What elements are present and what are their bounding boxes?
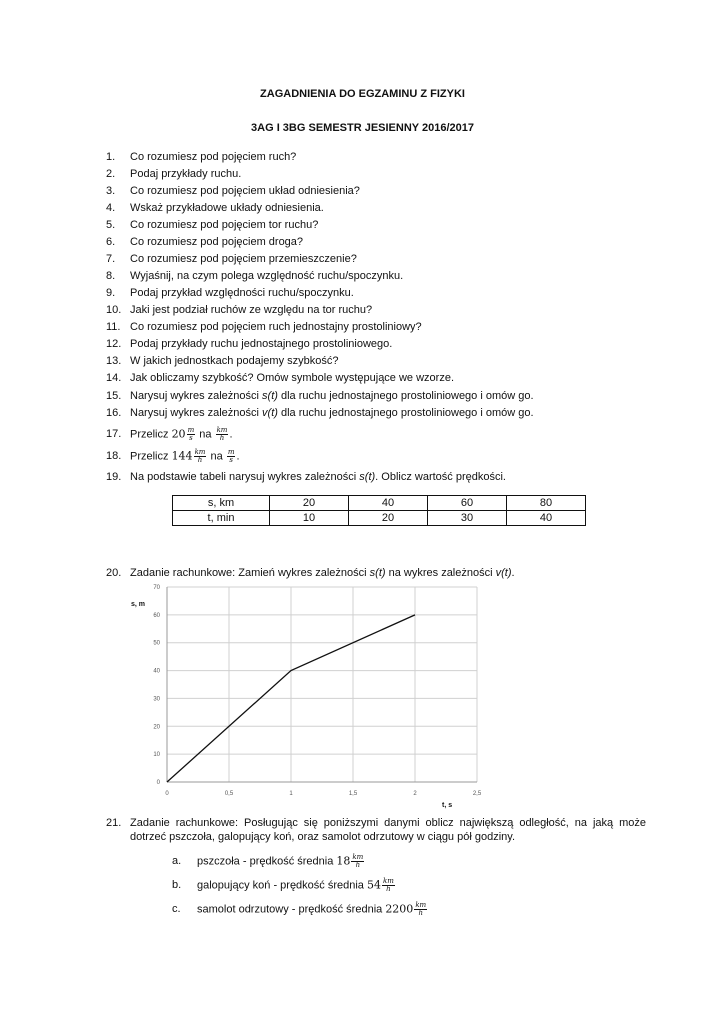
question-number: 17. <box>106 428 122 440</box>
unit-fraction <box>194 449 207 464</box>
y-tick-label: 70 <box>153 585 160 591</box>
value: 18 <box>336 854 351 868</box>
question-text: Narysuj wykres zależności <box>130 390 263 402</box>
question-number: 13. <box>106 355 122 367</box>
question-text: Zadanie rachunkowe: Posługując się poniższymi danymi oblicz największą odległość, na jaką może dotrzeć pszczoła, galopujący koń, oraz samolot odrzutowy w ciągu pół godziny. <box>130 817 646 843</box>
y-tick-label: 60 <box>153 612 160 619</box>
unit-fraction <box>187 427 196 442</box>
table-cell: 30 <box>428 511 507 526</box>
question-number: 2. <box>106 168 116 180</box>
question-text: . Oblicz wartość prędkości. <box>375 471 506 483</box>
question-number: 16. <box>106 407 122 419</box>
y-tick-label: 40 <box>153 668 160 675</box>
question-text: Co rozumiesz pod pojęciem ruch? <box>130 151 297 163</box>
table-cell: 10 <box>270 511 349 526</box>
numerator: km <box>352 853 364 861</box>
sub-item-label: a. <box>172 855 182 867</box>
question-number: 4. <box>106 202 116 214</box>
y-axis-label: s, m <box>131 601 146 608</box>
unit-fraction <box>414 902 427 917</box>
question-text: Przelicz <box>130 428 172 441</box>
question-text: . <box>511 567 515 579</box>
question-text: Jak obliczamy szybkość? Omów symbole występujące we wzorze. <box>130 372 455 384</box>
question-number: 8. <box>106 270 116 282</box>
table-row <box>173 511 586 526</box>
question-text: Wyjaśnij, na czym polega względność ruchu/spoczynku. <box>130 270 404 282</box>
data-table <box>172 495 586 526</box>
question-text: na wykres zależności <box>385 567 496 579</box>
question-text: Podaj przykład względności ruchu/spoczynku. <box>130 287 354 299</box>
question-text: dla ruchu jednostajnego prostoliniowego i omów go. <box>277 407 534 419</box>
question-text: dla ruchu jednostajnego prostoliniowego i omów go. <box>277 390 534 402</box>
x-axis-label: t, s <box>442 802 453 809</box>
question-number: 19. <box>106 471 122 483</box>
question-text: Zadanie rachunkowe: Zamień wykres zależności <box>130 567 370 579</box>
page-subtitle: 3AG I 3BG SEMESTR JESIENNY 2016/2017 <box>251 122 474 134</box>
formula: s(t) <box>369 567 386 579</box>
question-text: na <box>207 450 226 463</box>
value: 54 <box>366 878 381 892</box>
x-tick-label: 0 <box>165 791 169 797</box>
table-cell: 60 <box>428 496 507 511</box>
numerator: km <box>194 448 206 456</box>
table-row <box>173 496 586 511</box>
table-cell: s, km <box>173 496 270 511</box>
unit-fraction <box>382 878 395 893</box>
table-cell: 20 <box>349 511 428 526</box>
y-tick-label: 0 <box>156 780 160 786</box>
table-cell: t, min <box>173 511 270 526</box>
question-text: Co rozumiesz pod pojęciem układ odniesienia? <box>130 185 360 197</box>
question-number: 11. <box>106 321 121 333</box>
denominator: s <box>229 456 233 464</box>
question-number: 21. <box>106 817 122 829</box>
question-text: Narysuj wykres zależności <box>130 407 263 419</box>
question-text: Podaj przykłady ruchu jednostajnego prostoliniowego. <box>130 338 393 350</box>
denominator: h <box>355 861 361 869</box>
question-number: 6. <box>106 236 116 248</box>
denominator: h <box>219 434 225 442</box>
sub-item-text: pszczoła - prędkość średnia <box>197 855 337 868</box>
question-number: 20. <box>106 567 122 579</box>
question-number: 9. <box>106 287 116 299</box>
numerator: m <box>227 448 235 456</box>
question-text: Jaki jest podział ruchów ze względu na tor ruchu? <box>130 304 373 316</box>
question-text: na <box>196 428 215 441</box>
question-text: Co rozumiesz pod pojęciem ruch jednostajny prostoliniowy? <box>130 321 422 333</box>
sub-item-text: galopujący koń - prędkość średnia <box>197 879 367 892</box>
denominator: s <box>189 434 193 442</box>
unit-fraction <box>351 854 364 869</box>
denominator: h <box>418 909 424 917</box>
question-text: Co rozumiesz pod pojęciem tor ruchu? <box>130 219 319 231</box>
unit-fraction <box>216 427 229 442</box>
page-title: ZAGADNIENIA DO EGZAMINU Z FIZYKI <box>260 88 465 100</box>
question-number: 15. <box>106 390 122 402</box>
value: 2200 <box>385 902 414 916</box>
table-cell: 40 <box>349 496 428 511</box>
question-number: 7. <box>106 253 116 265</box>
question-number: 10. <box>106 304 122 316</box>
question-number: 18. <box>106 450 122 462</box>
y-tick-label: 10 <box>153 752 160 759</box>
formula: v(t) <box>262 407 278 419</box>
question-number: 5. <box>106 219 116 231</box>
x-tick-label: 1 <box>289 791 293 797</box>
numerator: m <box>187 426 195 434</box>
sub-item-label: c. <box>172 903 181 915</box>
x-tick-label: 2,5 <box>472 791 482 797</box>
y-tick-label: 20 <box>153 724 160 731</box>
denominator: h <box>386 885 391 893</box>
question-text: . <box>236 450 240 463</box>
question-number: 1. <box>106 151 116 163</box>
numerator: km <box>382 877 394 885</box>
formula: s(t) <box>359 471 376 483</box>
y-tick-label: 30 <box>153 696 160 703</box>
value: 144 <box>171 449 193 463</box>
question-number: 14. <box>106 372 122 384</box>
question-text: Podaj przykłady ruchu. <box>130 168 242 180</box>
formula: v(t) <box>495 567 512 579</box>
numerator: km <box>415 901 427 909</box>
denominator: h <box>197 456 203 464</box>
unit-fraction <box>227 449 236 464</box>
table-cell: 40 <box>507 511 586 526</box>
value: 20 <box>171 427 186 441</box>
question-text: Na podstawie tabeli narysuj wykres zależności <box>130 471 360 483</box>
question-number: 12. <box>106 338 122 350</box>
x-tick-label: 1,5 <box>348 791 358 797</box>
sub-item-label: b. <box>172 879 182 891</box>
question-text: Co rozumiesz pod pojęciem przemieszczenie? <box>130 253 357 265</box>
y-tick-label: 50 <box>153 640 160 647</box>
x-tick-label: 0,5 <box>224 791 234 797</box>
sub-item-text: samolot odrzutowy - prędkość średnia <box>197 903 386 916</box>
table-cell: 20 <box>270 496 349 511</box>
question-text: Przelicz <box>130 450 172 463</box>
numerator: km <box>216 426 228 434</box>
table-cell: 80 <box>507 496 586 511</box>
question-text: Co rozumiesz pod pojęciem droga? <box>130 236 304 248</box>
question-text: Wskaż przykładowe układy odniesienia. <box>130 202 324 214</box>
question-text: W jakich jednostkach podajemy szybkość? <box>130 355 339 367</box>
formula: s(t) <box>262 390 278 402</box>
question-text: . <box>229 428 233 441</box>
x-tick-label: 2 <box>413 791 417 797</box>
chart <box>0 580 725 820</box>
question-number: 3. <box>106 185 116 197</box>
